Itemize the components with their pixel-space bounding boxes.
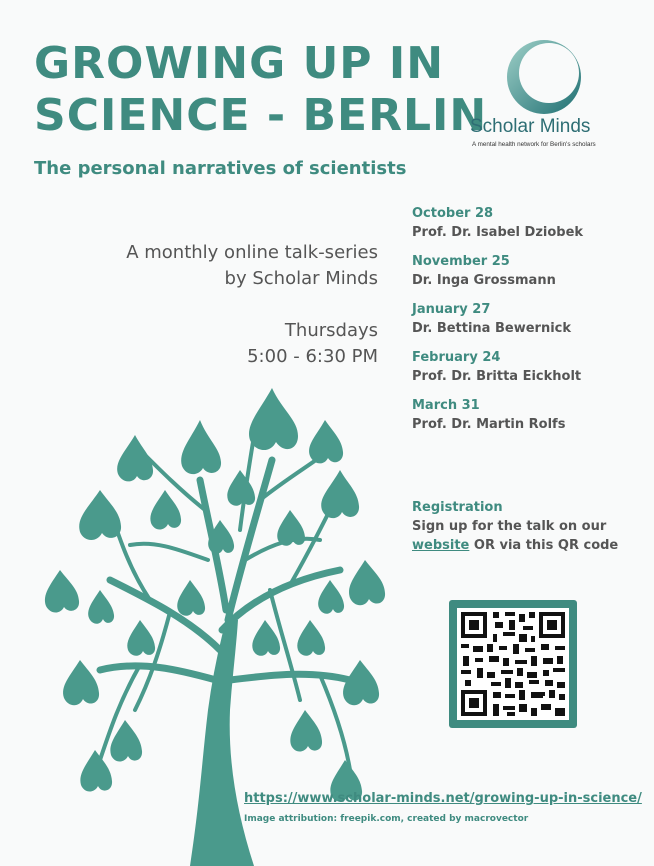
registration-text-after: OR via this QR code (473, 538, 619, 553)
qr-code-icon (457, 608, 569, 720)
event-speaker: Prof. Dr. Isabel Dziobek (412, 225, 584, 240)
event-date: October 28 (412, 206, 494, 221)
event-speaker: Dr. Bettina Bewernick (412, 321, 572, 336)
page-title (34, 38, 487, 142)
registration-text-before: Sign up for the talk on our (412, 519, 607, 534)
event-date: March 31 (412, 398, 480, 413)
talk-schedule (412, 204, 583, 444)
logo-tagline: A mental health network for Berlin's scholars (472, 141, 596, 148)
title-line-1: GROWING UP IN (34, 38, 445, 89)
event-date: November 25 (412, 254, 510, 269)
series-line-2: by Scholar Minds (224, 268, 378, 289)
event-date: January 27 (412, 302, 491, 317)
registration-section (412, 498, 632, 555)
talk-time: 5:00 - 6:30 PM (247, 346, 378, 367)
registration-text (412, 517, 632, 555)
series-line-1: A monthly online talk-series (126, 242, 378, 263)
page-subtitle: The personal narratives of scientists (34, 158, 407, 179)
qr-code-frame[interactable] (449, 600, 577, 728)
title-line-2: SCIENCE - BERLIN (34, 90, 488, 141)
event-speaker: Prof. Dr. Britta Eickholt (412, 369, 582, 384)
scholar-minds-logo-icon (503, 36, 585, 118)
website-link[interactable]: website (412, 538, 470, 553)
series-description (126, 240, 378, 292)
talk-day: Thursdays (284, 320, 378, 341)
event-date: February 24 (412, 350, 501, 365)
schedule-time (247, 318, 378, 370)
schedule-item (412, 204, 583, 242)
image-attribution: Image attribution: freepik.com, created by macrovector (244, 814, 529, 824)
registration-title: Registration (412, 500, 503, 515)
event-url-link[interactable]: https://www.scholar-minds.net/growing-up-in-science/ (244, 791, 642, 806)
schedule-item (412, 300, 583, 338)
schedule-item (412, 396, 583, 434)
schedule-item (412, 252, 583, 290)
event-speaker: Dr. Inga Grossmann (412, 273, 556, 288)
schedule-item (412, 348, 583, 386)
qr-code-graphic (457, 608, 569, 720)
logo-name: Scholar Minds (470, 116, 591, 137)
event-speaker: Prof. Dr. Martin Rolfs (412, 417, 566, 432)
